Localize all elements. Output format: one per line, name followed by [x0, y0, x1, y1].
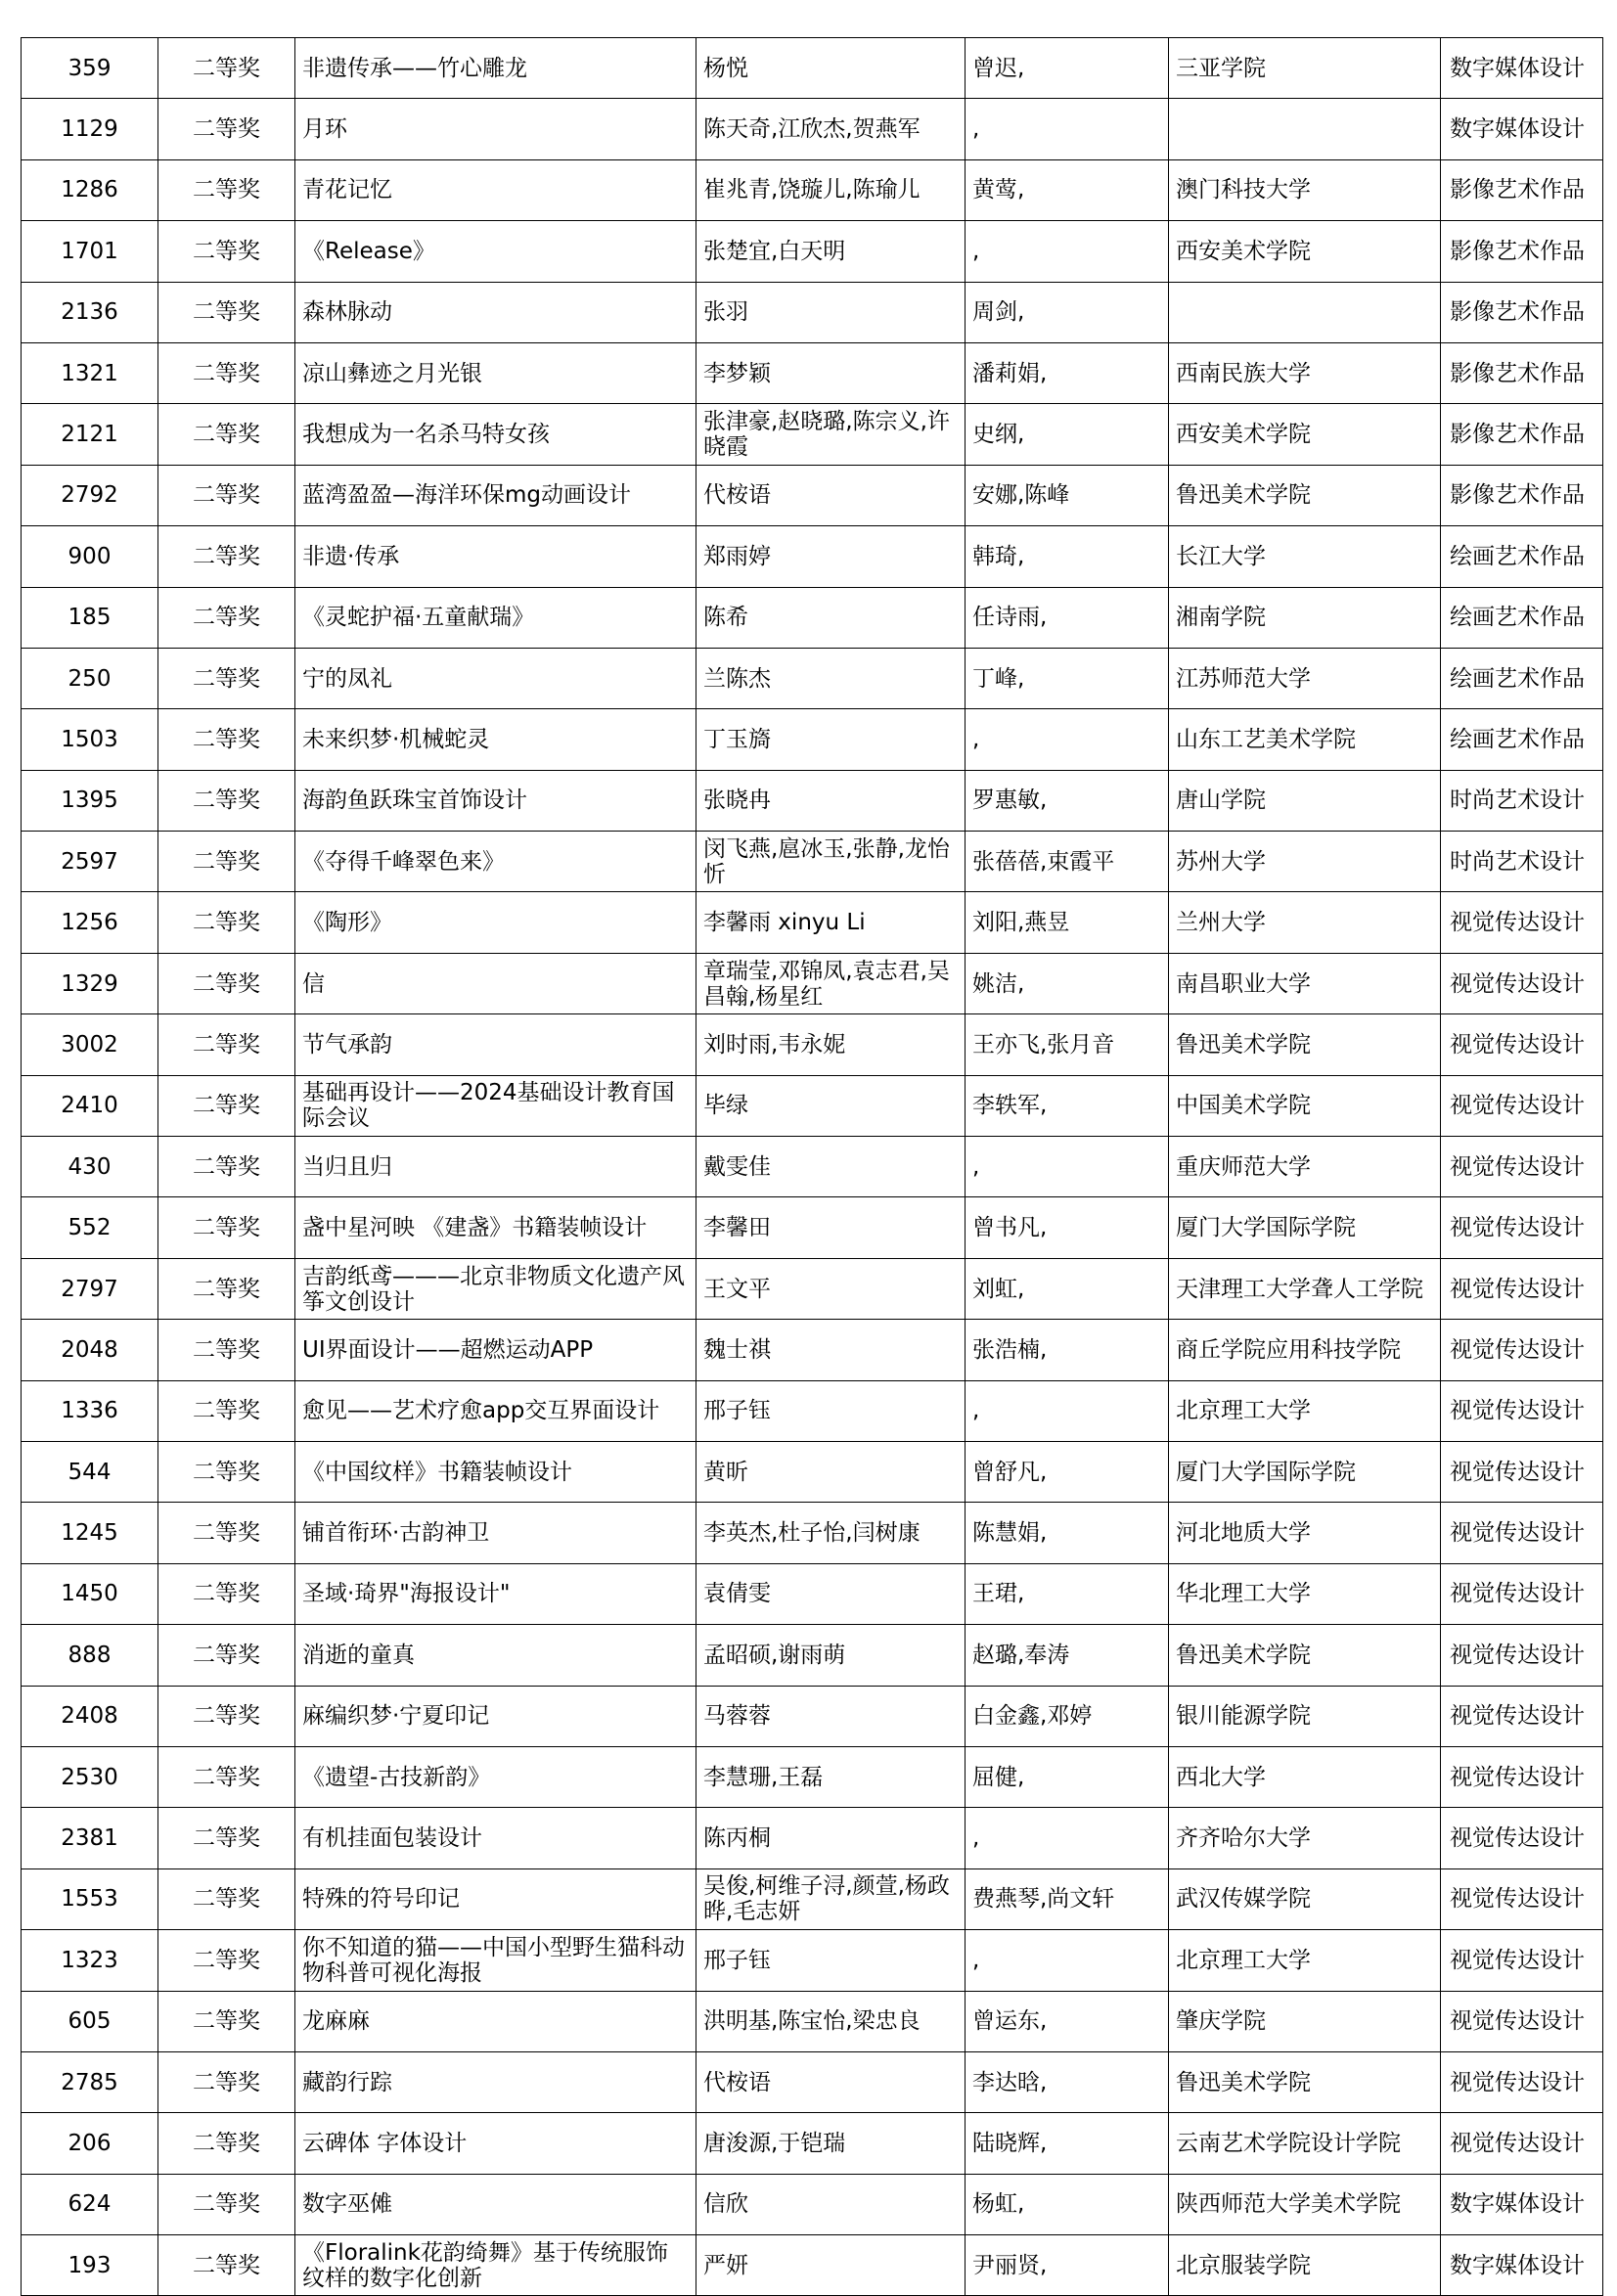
category-cell: 绘画艺术作品 [1441, 526, 1603, 587]
category-cell: 视觉传达设计 [1441, 1563, 1603, 1624]
table-row [22, 1991, 1603, 2051]
entry-id-cell: 544 [22, 1441, 158, 1502]
entry-id-cell: 430 [22, 1137, 158, 1197]
category-cell: 视觉传达设计 [1441, 953, 1603, 1013]
advisors-cell: , [966, 1808, 1169, 1868]
entry-id-cell: 1129 [22, 99, 158, 159]
table-row [22, 1441, 1603, 1502]
advisors-cell: , [966, 221, 1169, 282]
authors-cell: 张羽 [696, 282, 966, 342]
work-title-cell: 未来织梦·机械蛇灵 [295, 709, 696, 770]
category-cell: 数字媒体设计 [1441, 2174, 1603, 2234]
school-cell: 唐山学院 [1169, 770, 1441, 831]
category-cell: 数字媒体设计 [1441, 2235, 1603, 2296]
work-title-cell: 《中国纹样》书籍装帧设计 [295, 1441, 696, 1502]
authors-cell: 邢子钰 [696, 1930, 966, 1991]
work-title-cell: 盏中星河映 《建盏》书籍装帧设计 [295, 1197, 696, 1258]
award-level-cell: 二等奖 [158, 38, 295, 99]
authors-cell: 陈希 [696, 587, 966, 648]
entry-id-cell: 1256 [22, 892, 158, 953]
advisors-cell: 丁峰, [966, 648, 1169, 708]
advisors-cell: 尹丽贤, [966, 2235, 1169, 2296]
advisors-cell: 任诗雨, [966, 587, 1169, 648]
school-cell: 天津理工大学聋人工学院 [1169, 1258, 1441, 1319]
authors-cell: 郑雨婷 [696, 526, 966, 587]
category-cell: 视觉传达设计 [1441, 1014, 1603, 1075]
entry-id-cell: 1321 [22, 342, 158, 403]
table-row [22, 1197, 1603, 1258]
authors-cell: 袁倩雯 [696, 1563, 966, 1624]
entry-id-cell: 2136 [22, 282, 158, 342]
table-row [22, 38, 1603, 99]
awards-table [21, 37, 1603, 2296]
work-title-cell: 海韵鱼跃珠宝首饰设计 [295, 770, 696, 831]
entry-id-cell: 193 [22, 2235, 158, 2296]
category-cell: 影像艺术作品 [1441, 342, 1603, 403]
table-row [22, 465, 1603, 525]
school-cell: 西安美术学院 [1169, 221, 1441, 282]
work-title-cell: UI界面设计——超燃运动APP [295, 1320, 696, 1380]
advisors-cell: , [966, 709, 1169, 770]
advisors-cell: , [966, 1137, 1169, 1197]
advisors-cell: , [966, 1930, 1169, 1991]
entry-id-cell: 1503 [22, 709, 158, 770]
category-cell: 视觉传达设计 [1441, 1625, 1603, 1686]
authors-cell: 崔兆青,饶璇儿,陈瑜儿 [696, 159, 966, 220]
award-level-cell: 二等奖 [158, 1137, 295, 1197]
school-cell: 云南艺术学院设计学院 [1169, 2113, 1441, 2174]
authors-cell: 章瑞莹,邓锦凤,袁志君,吴昌翰,杨星红 [696, 953, 966, 1013]
table-row [22, 2051, 1603, 2112]
work-title-cell: 青花记忆 [295, 159, 696, 220]
school-cell: 兰州大学 [1169, 892, 1441, 953]
award-level-cell: 二等奖 [158, 99, 295, 159]
category-cell: 影像艺术作品 [1441, 465, 1603, 525]
school-cell: 湘南学院 [1169, 587, 1441, 648]
category-cell: 时尚艺术设计 [1441, 832, 1603, 892]
award-level-cell: 二等奖 [158, 1625, 295, 1686]
authors-cell: 孟昭硕,谢雨萌 [696, 1625, 966, 1686]
work-title-cell: 你不知道的猫——中国小型野生猫科动物科普可视化海报 [295, 1930, 696, 1991]
work-title-cell: 铺首衔环·古韵神卫 [295, 1503, 696, 1563]
award-level-cell: 二等奖 [158, 1686, 295, 1746]
category-cell: 影像艺术作品 [1441, 221, 1603, 282]
advisors-cell: 潘莉娟, [966, 342, 1169, 403]
category-cell: 影像艺术作品 [1441, 159, 1603, 220]
category-cell: 数字媒体设计 [1441, 99, 1603, 159]
authors-cell: 魏士祺 [696, 1320, 966, 1380]
awards-table-body [22, 38, 1603, 2296]
category-cell: 时尚艺术设计 [1441, 770, 1603, 831]
award-level-cell: 二等奖 [158, 1380, 295, 1441]
school-cell: 武汉传媒学院 [1169, 1868, 1441, 1929]
advisors-cell: 周剑, [966, 282, 1169, 342]
authors-cell: 张楚宜,白天明 [696, 221, 966, 282]
advisors-cell: 陈慧娟, [966, 1503, 1169, 1563]
category-cell: 视觉传达设计 [1441, 1503, 1603, 1563]
authors-cell: 邢子钰 [696, 1380, 966, 1441]
work-title-cell: 宁的凤礼 [295, 648, 696, 708]
entry-id-cell: 1329 [22, 953, 158, 1013]
award-level-cell: 二等奖 [158, 892, 295, 953]
school-cell: 鲁迅美术学院 [1169, 465, 1441, 525]
award-level-cell: 二等奖 [158, 1258, 295, 1319]
entry-id-cell: 206 [22, 2113, 158, 2174]
work-title-cell: 《Release》 [295, 221, 696, 282]
authors-cell: 李慧珊,王磊 [696, 1746, 966, 1807]
school-cell: 江苏师范大学 [1169, 648, 1441, 708]
school-cell: 商丘学院应用科技学院 [1169, 1320, 1441, 1380]
category-cell: 视觉传达设计 [1441, 1197, 1603, 1258]
advisors-cell: 杨虹, [966, 2174, 1169, 2234]
school-cell [1169, 282, 1441, 342]
category-cell: 视觉传达设计 [1441, 1380, 1603, 1441]
work-title-cell: 《Floralink花韵绮舞》基于传统服饰纹样的数字化创新 [295, 2235, 696, 2296]
award-level-cell: 二等奖 [158, 2235, 295, 2296]
school-cell: 长江大学 [1169, 526, 1441, 587]
authors-cell: 代桉语 [696, 465, 966, 525]
entry-id-cell: 1323 [22, 1930, 158, 1991]
authors-cell: 信欣 [696, 2174, 966, 2234]
award-level-cell: 二等奖 [158, 1197, 295, 1258]
table-row [22, 1808, 1603, 1868]
school-cell: 厦门大学国际学院 [1169, 1441, 1441, 1502]
table-row [22, 648, 1603, 708]
advisors-cell: 安娜,陈峰 [966, 465, 1169, 525]
school-cell: 河北地质大学 [1169, 1503, 1441, 1563]
school-cell: 银川能源学院 [1169, 1686, 1441, 1746]
award-level-cell: 二等奖 [158, 1320, 295, 1380]
school-cell: 山东工艺美术学院 [1169, 709, 1441, 770]
work-title-cell: 消逝的童真 [295, 1625, 696, 1686]
work-title-cell: 基础再设计——2024基础设计教育国际会议 [295, 1075, 696, 1136]
work-title-cell: 我想成为一名杀马特女孩 [295, 404, 696, 465]
category-cell: 视觉传达设计 [1441, 1258, 1603, 1319]
category-cell: 数字媒体设计 [1441, 38, 1603, 99]
award-level-cell: 二等奖 [158, 2113, 295, 2174]
entry-id-cell: 1701 [22, 221, 158, 282]
award-level-cell: 二等奖 [158, 709, 295, 770]
entry-id-cell: 2048 [22, 1320, 158, 1380]
authors-cell: 唐浚源,于铠瑞 [696, 2113, 966, 2174]
entry-id-cell: 2597 [22, 832, 158, 892]
school-cell: 鲁迅美术学院 [1169, 1625, 1441, 1686]
category-cell: 视觉传达设计 [1441, 1441, 1603, 1502]
authors-cell: 闵飞燕,扈冰玉,张静,龙怡忻 [696, 832, 966, 892]
entry-id-cell: 2792 [22, 465, 158, 525]
authors-cell: 洪明基,陈宝怡,梁忠良 [696, 1991, 966, 2051]
award-level-cell: 二等奖 [158, 1808, 295, 1868]
school-cell: 鲁迅美术学院 [1169, 2051, 1441, 2112]
work-title-cell: 《夺得千峰翠色来》 [295, 832, 696, 892]
category-cell: 视觉传达设计 [1441, 2113, 1603, 2174]
entry-id-cell: 2530 [22, 1746, 158, 1807]
authors-cell: 吴俊,柯维子浔,颜萱,杨政晔,毛志妍 [696, 1868, 966, 1929]
award-level-cell: 二等奖 [158, 648, 295, 708]
authors-cell: 李英杰,杜子怡,闫树康 [696, 1503, 966, 1563]
authors-cell: 严妍 [696, 2235, 966, 2296]
category-cell: 视觉传达设计 [1441, 2051, 1603, 2112]
award-level-cell: 二等奖 [158, 1563, 295, 1624]
advisors-cell: 张蓓蓓,束霞平 [966, 832, 1169, 892]
entry-id-cell: 1395 [22, 770, 158, 831]
category-cell: 视觉传达设计 [1441, 1930, 1603, 1991]
table-row [22, 1014, 1603, 1075]
category-cell: 绘画艺术作品 [1441, 709, 1603, 770]
award-level-cell: 二等奖 [158, 1503, 295, 1563]
school-cell: 肇庆学院 [1169, 1991, 1441, 2051]
school-cell: 西北大学 [1169, 1746, 1441, 1807]
table-row [22, 1137, 1603, 1197]
advisors-cell: 张浩楠, [966, 1320, 1169, 1380]
advisors-cell: , [966, 1380, 1169, 1441]
advisors-cell: 费燕琴,尚文轩 [966, 1868, 1169, 1929]
work-title-cell: 数字巫傩 [295, 2174, 696, 2234]
entry-id-cell: 1336 [22, 1380, 158, 1441]
advisors-cell: 韩琦, [966, 526, 1169, 587]
category-cell: 绘画艺术作品 [1441, 587, 1603, 648]
entry-id-cell: 605 [22, 1991, 158, 2051]
category-cell: 视觉传达设计 [1441, 1868, 1603, 1929]
award-level-cell: 二等奖 [158, 526, 295, 587]
school-cell: 鲁迅美术学院 [1169, 1014, 1441, 1075]
entry-id-cell: 624 [22, 2174, 158, 2234]
entry-id-cell: 2121 [22, 404, 158, 465]
entry-id-cell: 250 [22, 648, 158, 708]
award-level-cell: 二等奖 [158, 587, 295, 648]
authors-cell: 刘时雨,韦永妮 [696, 1014, 966, 1075]
table-row [22, 1258, 1603, 1319]
table-row [22, 832, 1603, 892]
authors-cell: 毕绿 [696, 1075, 966, 1136]
table-row [22, 1686, 1603, 1746]
award-level-cell: 二等奖 [158, 1441, 295, 1502]
work-title-cell: 当归且归 [295, 1137, 696, 1197]
work-title-cell: 森林脉动 [295, 282, 696, 342]
authors-cell: 杨悦 [696, 38, 966, 99]
category-cell: 绘画艺术作品 [1441, 648, 1603, 708]
table-row [22, 892, 1603, 953]
work-title-cell: 非遗·传承 [295, 526, 696, 587]
authors-cell: 张晓冉 [696, 770, 966, 831]
category-cell: 影像艺术作品 [1441, 282, 1603, 342]
work-title-cell: 《遗望-古技新韵》 [295, 1746, 696, 1807]
award-level-cell: 二等奖 [158, 1014, 295, 1075]
table-row [22, 1320, 1603, 1380]
table-row [22, 342, 1603, 403]
work-title-cell: 云碑体 字体设计 [295, 2113, 696, 2174]
category-cell: 视觉传达设计 [1441, 892, 1603, 953]
advisors-cell: 罗惠敏, [966, 770, 1169, 831]
advisors-cell: 史纲, [966, 404, 1169, 465]
school-cell: 重庆师范大学 [1169, 1137, 1441, 1197]
work-title-cell: 吉韵纸鸢———北京非物质文化遗产风筝文创设计 [295, 1258, 696, 1319]
authors-cell: 李梦颖 [696, 342, 966, 403]
table-row [22, 221, 1603, 282]
authors-cell: 代桉语 [696, 2051, 966, 2112]
authors-cell: 陈丙桐 [696, 1808, 966, 1868]
advisors-cell: 刘阳,燕昱 [966, 892, 1169, 953]
school-cell: 澳门科技大学 [1169, 159, 1441, 220]
entry-id-cell: 359 [22, 38, 158, 99]
category-cell: 视觉传达设计 [1441, 1746, 1603, 1807]
award-level-cell: 二等奖 [158, 404, 295, 465]
category-cell: 视觉传达设计 [1441, 1320, 1603, 1380]
authors-cell: 兰陈杰 [696, 648, 966, 708]
table-row [22, 526, 1603, 587]
entry-id-cell: 888 [22, 1625, 158, 1686]
work-title-cell: 特殊的符号印记 [295, 1868, 696, 1929]
advisors-cell: , [966, 99, 1169, 159]
entry-id-cell: 552 [22, 1197, 158, 1258]
category-cell: 视觉传达设计 [1441, 1686, 1603, 1746]
award-level-cell: 二等奖 [158, 221, 295, 282]
award-level-cell: 二等奖 [158, 1746, 295, 1807]
advisors-cell: 王亦飞,张月音 [966, 1014, 1169, 1075]
authors-cell: 王文平 [696, 1258, 966, 1319]
entry-id-cell: 2785 [22, 2051, 158, 2112]
table-row [22, 1563, 1603, 1624]
table-row [22, 1625, 1603, 1686]
table-row [22, 1503, 1603, 1563]
table-row [22, 404, 1603, 465]
authors-cell: 张津豪,赵晓璐,陈宗义,许晓霞 [696, 404, 966, 465]
table-row [22, 1746, 1603, 1807]
advisors-cell: 李达晗, [966, 2051, 1169, 2112]
table-row [22, 587, 1603, 648]
school-cell: 北京服装学院 [1169, 2235, 1441, 2296]
authors-cell: 丁玉旖 [696, 709, 966, 770]
advisors-cell: 曾书凡, [966, 1197, 1169, 1258]
school-cell: 陕西师范大学美术学院 [1169, 2174, 1441, 2234]
authors-cell: 马蓉蓉 [696, 1686, 966, 1746]
award-level-cell: 二等奖 [158, 342, 295, 403]
award-level-cell: 二等奖 [158, 1930, 295, 1991]
authors-cell: 戴雯佳 [696, 1137, 966, 1197]
work-title-cell: 藏韵行踪 [295, 2051, 696, 2112]
award-level-cell: 二等奖 [158, 953, 295, 1013]
school-cell: 北京理工大学 [1169, 1930, 1441, 1991]
work-title-cell: 非遗传承——竹心雕龙 [295, 38, 696, 99]
work-title-cell: 麻编织梦·宁夏印记 [295, 1686, 696, 1746]
school-cell: 苏州大学 [1169, 832, 1441, 892]
entry-id-cell: 900 [22, 526, 158, 587]
award-level-cell: 二等奖 [158, 465, 295, 525]
school-cell: 厦门大学国际学院 [1169, 1197, 1441, 1258]
entry-id-cell: 185 [22, 587, 158, 648]
school-cell: 南昌职业大学 [1169, 953, 1441, 1013]
work-title-cell: 《灵蛇护福·五童献瑞》 [295, 587, 696, 648]
award-level-cell: 二等奖 [158, 159, 295, 220]
authors-cell: 李馨田 [696, 1197, 966, 1258]
work-title-cell: 《陶形》 [295, 892, 696, 953]
table-row [22, 99, 1603, 159]
work-title-cell: 愈见——艺术疗愈app交互界面设计 [295, 1380, 696, 1441]
advisors-cell: 李轶军, [966, 1075, 1169, 1136]
award-level-cell: 二等奖 [158, 282, 295, 342]
award-level-cell: 二等奖 [158, 832, 295, 892]
advisors-cell: 屈健, [966, 1746, 1169, 1807]
table-row [22, 159, 1603, 220]
entry-id-cell: 2797 [22, 1258, 158, 1319]
entry-id-cell: 2381 [22, 1808, 158, 1868]
entry-id-cell: 1245 [22, 1503, 158, 1563]
advisors-cell: 白金鑫,邓婷 [966, 1686, 1169, 1746]
school-cell: 西安美术学院 [1169, 404, 1441, 465]
advisors-cell: 姚洁, [966, 953, 1169, 1013]
advisors-cell: 曾舒凡, [966, 1441, 1169, 1502]
school-cell: 中国美术学院 [1169, 1075, 1441, 1136]
table-row [22, 282, 1603, 342]
award-level-cell: 二等奖 [158, 2174, 295, 2234]
table-row [22, 1868, 1603, 1929]
table-row [22, 1930, 1603, 1991]
school-cell: 三亚学院 [1169, 38, 1441, 99]
table-row [22, 1075, 1603, 1136]
school-cell [1169, 99, 1441, 159]
advisors-cell: 赵璐,奉涛 [966, 1625, 1169, 1686]
entry-id-cell: 1553 [22, 1868, 158, 1929]
school-cell: 北京理工大学 [1169, 1380, 1441, 1441]
category-cell: 视觉传达设计 [1441, 1137, 1603, 1197]
work-title-cell: 月环 [295, 99, 696, 159]
school-cell: 齐齐哈尔大学 [1169, 1808, 1441, 1868]
authors-cell: 李馨雨 xinyu Li [696, 892, 966, 953]
work-title-cell: 蓝湾盈盈—海洋环保mg动画设计 [295, 465, 696, 525]
work-title-cell: 信 [295, 953, 696, 1013]
award-level-cell: 二等奖 [158, 2051, 295, 2112]
work-title-cell: 节气承韵 [295, 1014, 696, 1075]
work-title-cell: 凉山彝迹之月光银 [295, 342, 696, 403]
advisors-cell: 王珺, [966, 1563, 1169, 1624]
advisors-cell: 陆晓辉, [966, 2113, 1169, 2174]
work-title-cell: 有机挂面包装设计 [295, 1808, 696, 1868]
advisors-cell: 曾运东, [966, 1991, 1169, 2051]
work-title-cell: 圣域·琦界"海报设计" [295, 1563, 696, 1624]
table-row [22, 2174, 1603, 2234]
table-row [22, 770, 1603, 831]
advisors-cell: 曾迟, [966, 38, 1169, 99]
table-row [22, 1380, 1603, 1441]
category-cell: 视觉传达设计 [1441, 1075, 1603, 1136]
advisors-cell: 黄莺, [966, 159, 1169, 220]
table-row [22, 2113, 1603, 2174]
category-cell: 视觉传达设计 [1441, 1808, 1603, 1868]
category-cell: 影像艺术作品 [1441, 404, 1603, 465]
entry-id-cell: 1286 [22, 159, 158, 220]
authors-cell: 陈天奇,江欣杰,贺燕军 [696, 99, 966, 159]
school-cell: 华北理工大学 [1169, 1563, 1441, 1624]
entry-id-cell: 2410 [22, 1075, 158, 1136]
award-level-cell: 二等奖 [158, 770, 295, 831]
award-level-cell: 二等奖 [158, 1868, 295, 1929]
table-row [22, 709, 1603, 770]
table-row [22, 953, 1603, 1013]
category-cell: 视觉传达设计 [1441, 1991, 1603, 2051]
work-title-cell: 龙麻麻 [295, 1991, 696, 2051]
entry-id-cell: 3002 [22, 1014, 158, 1075]
award-level-cell: 二等奖 [158, 1075, 295, 1136]
advisors-cell: 刘虹, [966, 1258, 1169, 1319]
award-level-cell: 二等奖 [158, 1991, 295, 2051]
entry-id-cell: 1450 [22, 1563, 158, 1624]
authors-cell: 黄昕 [696, 1441, 966, 1502]
entry-id-cell: 2408 [22, 1686, 158, 1746]
school-cell: 西南民族大学 [1169, 342, 1441, 403]
